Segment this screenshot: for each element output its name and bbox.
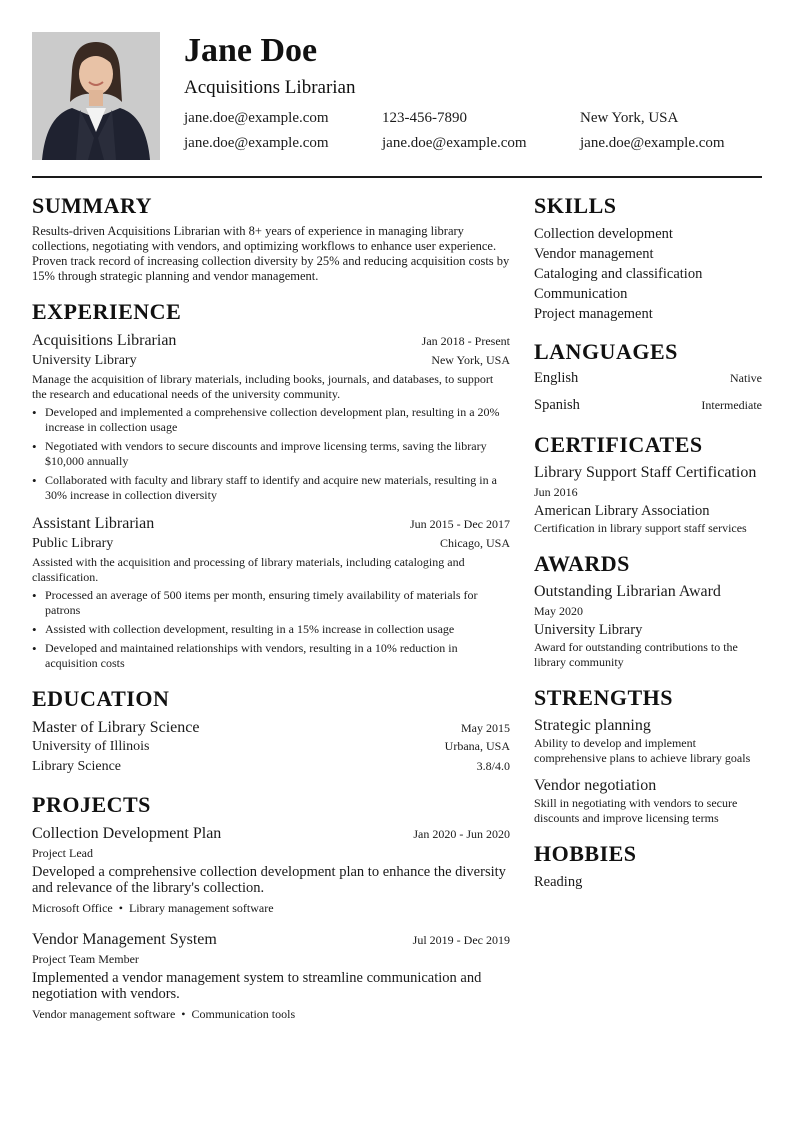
resume-header [32,32,762,160]
project-item [32,823,510,917]
tool-tag: Communication tools [191,1007,296,1021]
strength-description: Ability to develop and implement comprehensive plans to achieve library goals [534,736,751,765]
project-description: Implemented a vendor management system to streamline communication and negotiation with vendors. [32,970,482,1002]
contact-phone[interactable]: 123-456-7890 [382,110,467,126]
section-title: EXPERIENCE [32,299,182,324]
strength-item [534,776,762,826]
section-title: AWARDS [534,551,630,576]
job-achievements [32,405,510,503]
school: University of Illinois [32,739,150,754]
certificate-name: Library Support Staff Certification [534,464,757,481]
gpa: 3.8/4.0 [476,759,510,773]
skill-item: Cataloging and classification [534,266,703,282]
experience-section [32,298,510,671]
side-column [534,192,762,906]
main-column [32,192,510,1037]
contact-info [184,108,784,158]
job-dates: Jan 2018 - Present [421,334,510,348]
experience-item [32,330,510,503]
separator: • [118,901,123,915]
summary-text: Results-driven Acquisitions Librarian with 8+ years of experience in managing library collections, negotiating with vendors, and optimizing workflows to enhance user experience. Proven track record of increasing collection diversity by 25% and reducing acquisition costs by 15% through strategic planning and vendor management. [32,224,510,283]
list-item: • Developed and maintained relationships with vendors, resulting in a 10% reduction in acquisition costs [32,641,510,671]
section-title: SKILLS [534,193,617,218]
school-location: Urbana, USA [444,739,510,753]
language-name: Spanish [534,397,580,413]
skill-item: Communication [534,286,628,302]
award-description: Award for outstanding contributions to the library community [534,640,738,669]
job-organization: University Library [32,353,137,368]
job-description: Assisted with the acquisition and processing of library materials, including cataloging and classification. [32,555,465,584]
job-description: Manage the acquisition of library materials, including books, journals, and databases, to support the research and educational needs of the university community. [32,372,494,401]
certificate-issuer: American Library Association [534,503,710,519]
award-date: May 2020 [534,604,583,618]
candidate-name: Jane Doe [184,32,318,69]
project-name: Vendor Management System [32,931,217,948]
projects-section [32,791,510,1023]
project-role: Project Team Member [32,952,139,966]
tool-tag: Vendor management software [32,1007,176,1021]
hobby-item: Reading [534,874,583,890]
project-item [32,929,510,1023]
profile-photo [32,32,160,160]
strength-name: Strategic planning [534,717,651,734]
job-location: New York, USA [431,353,510,367]
certificate-date: Jun 2016 [534,485,578,499]
tool-tag: Library management software [128,901,274,915]
graduation-date: May 2015 [461,721,510,735]
language-item [534,370,762,390]
language-item [534,397,762,417]
award-name: Outstanding Librarian Award [534,583,721,600]
strength-item [534,716,762,766]
project-name: Collection Development Plan [32,825,222,842]
section-title: STRENGTHS [534,685,673,710]
project-dates: Jan 2020 - Jun 2020 [413,827,510,841]
strength-description: Skill in negotiating with vendors to secure discounts and improve licensing terms [534,796,738,825]
project-tools [32,1005,510,1023]
list-item: • Developed and implemented a comprehensive collection development plan, resulting in a 20% increase in collection usage [32,405,510,435]
contact-link[interactable]: jane.doe@example.com [580,135,725,151]
contact-link[interactable]: jane.doe@example.com [382,135,527,151]
section-title: EDUCATION [32,686,170,711]
awards-section [534,550,762,670]
award-issuer: University Library [534,622,643,638]
experience-item [32,513,510,671]
contact-location: New York, USA [580,110,679,126]
job-achievements [32,588,510,671]
section-title: LANGUAGES [534,339,678,364]
contact-link[interactable]: jane.doe@example.com [184,135,329,151]
section-title: CERTIFICATES [534,432,703,457]
strength-name: Vendor negotiation [534,777,657,794]
job-location: Chicago, USA [440,536,510,550]
certificate-description: Certification in library support staff services [534,521,747,535]
summary-section [32,192,510,284]
header-divider [32,176,762,178]
separator: • [181,1007,186,1021]
contact-email[interactable]: jane.doe@example.com [184,110,329,126]
project-dates: Jul 2019 - Dec 2019 [412,933,510,947]
project-tools [32,899,510,917]
language-level: Intermediate [701,398,762,412]
contact-row [184,133,784,158]
project-description: Developed a comprehensive collection development plan to enhance the diversity and relevance of the library's collection. [32,864,506,896]
certificates-section [534,431,762,536]
person-portrait-icon [32,32,160,160]
strengths-section [534,684,762,826]
job-role: Assistant Librarian [32,515,155,532]
section-title: HOBBIES [534,841,637,866]
skill-item: Project management [534,306,653,322]
contact-row [184,108,784,133]
list-item: • Collaborated with faculty and library staff to identify and acquire new materials, resulting in a 30% increase in collection diversity [32,473,510,503]
job-role: Acquisitions Librarian [32,332,177,349]
languages-section [534,338,762,417]
candidate-title: Acquisitions Librarian [184,77,356,98]
field-of-study: Library Science [32,759,122,774]
list-item: • Processed an average of 500 items per month, ensuring timely availability of materials for patrons [32,588,510,618]
job-dates: Jun 2015 - Dec 2017 [410,517,510,531]
project-role: Project Lead [32,846,93,860]
hobbies-section [534,840,762,892]
skills-section [534,192,762,324]
tool-tag: Microsoft Office [32,901,113,915]
list-item: • Assisted with collection development, resulting in a 15% increase in collection usage [32,622,510,637]
list-item: • Negotiated with vendors to secure discounts and improve licensing terms, saving the library $10,000 annually [32,439,510,469]
skill-item: Vendor management [534,246,654,262]
section-title: SUMMARY [32,193,153,218]
skill-item: Collection development [534,226,673,242]
degree: Master of Library Science [32,719,200,736]
education-section [32,685,510,777]
language-level: Native [730,371,762,385]
language-name: English [534,370,579,386]
job-organization: Public Library [32,536,114,551]
section-title: PROJECTS [32,792,151,817]
